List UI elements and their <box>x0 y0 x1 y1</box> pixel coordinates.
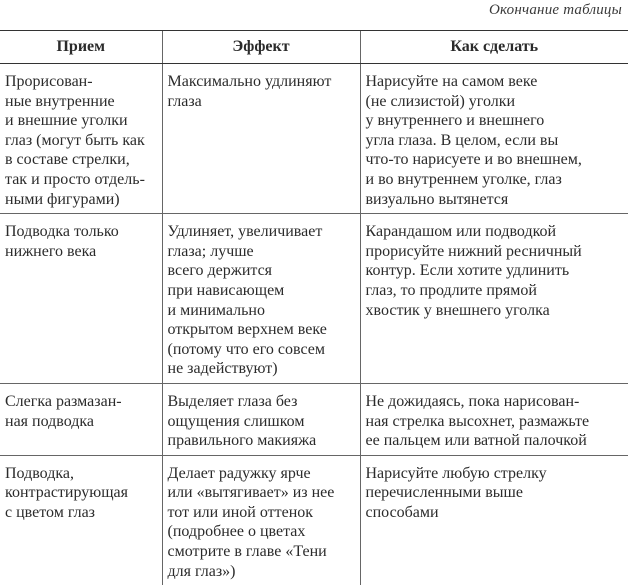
technique-cell <box>0 455 162 585</box>
cell-text-line: при нависающем <box>168 281 354 301</box>
table-continuation-caption: Окончание таблицы <box>489 2 622 19</box>
cell-text-line: для глаз») <box>168 562 354 582</box>
cell-text-line: (подробнее о цветах <box>168 522 354 542</box>
cell-text-line: Нарисуйте любую стрелку <box>366 464 623 484</box>
cell-text-line: Подводка, <box>5 464 156 484</box>
cell-text-line: способами <box>366 503 623 523</box>
cell-text-line: прорисуйте нижний ресничный <box>366 242 623 262</box>
header-effect: Эффект <box>162 31 360 64</box>
cell-text-line: и во внутреннем уголке, глаз <box>366 170 623 190</box>
howto-cell <box>360 214 628 384</box>
cell-text-line: перечисленными выше <box>366 483 623 503</box>
cell-text-line: и внешние уголки <box>5 111 156 131</box>
technique-cell <box>0 214 162 384</box>
effect-cell <box>162 383 360 455</box>
cell-text-line: ощущения слишком <box>168 412 354 432</box>
header-technique: Прием <box>0 31 162 64</box>
cell-text-line: правильного макияжа <box>168 431 354 451</box>
header-howto: Как сделать <box>360 31 628 64</box>
cell-text-line: Подводка только <box>5 222 156 242</box>
cell-text-line: нижнего века <box>5 242 156 262</box>
cell-text-line: Слегка размазан- <box>5 392 156 412</box>
cell-text-line: глаза <box>168 92 354 112</box>
cell-text-line: в составе стрелки, <box>5 150 156 170</box>
cell-text-line: ее пальцем или ватной палочкой <box>366 431 623 451</box>
cell-text-line: ная стрелка высохнет, размажьте <box>366 412 623 432</box>
cell-text-line: визуально вытянется <box>366 190 623 210</box>
technique-cell <box>0 383 162 455</box>
cell-text-line: ными фигурами) <box>5 190 156 210</box>
cell-text-line: хвостик у внешнего уголка <box>366 301 623 321</box>
cell-text-line: Выделяет глаза без <box>168 392 354 412</box>
cell-text-line: так и просто отдель- <box>5 170 156 190</box>
cell-text-line: у внутреннего и внешнего <box>366 111 623 131</box>
cell-text-line: глаз (могут быть как <box>5 131 156 151</box>
cell-text-line: контур. Если хотите удлинить <box>366 261 623 281</box>
cell-text-line: не задействуют) <box>168 359 354 379</box>
cell-text-line: ные внутренние <box>5 92 156 112</box>
cell-text-line: глаза; лучше <box>168 242 354 262</box>
cell-text-line: Карандашом или подводкой <box>366 222 623 242</box>
cell-text-line: или «вытягивает» из нее <box>168 483 354 503</box>
makeup-techniques-table <box>0 30 628 585</box>
cell-text-line: (потому что его совсем <box>168 340 354 360</box>
effect-cell <box>162 214 360 384</box>
cell-text-line: ная подводка <box>5 412 156 432</box>
table-row <box>0 455 628 585</box>
cell-text-line: Не дожидаясь, пока нарисован- <box>366 392 623 412</box>
table-row <box>0 64 628 214</box>
cell-text-line: Прорисован- <box>5 72 156 92</box>
table-body <box>0 64 628 585</box>
cell-text-line: Максимально удлиняют <box>168 72 354 92</box>
technique-cell <box>0 64 162 214</box>
cell-text-line: (не слизистой) уголки <box>366 92 623 112</box>
cell-text-line: угла глаза. В целом, если вы <box>366 131 623 151</box>
cell-text-line: и минимально <box>168 301 354 321</box>
cell-text-line: смотрите в главе «Тени <box>168 542 354 562</box>
effect-cell <box>162 64 360 214</box>
howto-cell <box>360 64 628 214</box>
cell-text-line: всего держится <box>168 261 354 281</box>
effect-cell <box>162 455 360 585</box>
cell-text-line: контрастирующая <box>5 483 156 503</box>
cell-text-line: открытом верхнем веке <box>168 320 354 340</box>
table-header-row <box>0 31 628 64</box>
table-row <box>0 214 628 384</box>
table-row <box>0 383 628 455</box>
cell-text-line: Удлиняет, увеличивает <box>168 222 354 242</box>
howto-cell <box>360 383 628 455</box>
howto-cell <box>360 455 628 585</box>
cell-text-line: Нарисуйте на самом веке <box>366 72 623 92</box>
cell-text-line: тот или иной оттенок <box>168 503 354 523</box>
cell-text-line: Делает радужку ярче <box>168 464 354 484</box>
cell-text-line: что-то нарисуете и во внешнем, <box>366 150 623 170</box>
cell-text-line: глаз, то продлите прямой <box>366 281 623 301</box>
cell-text-line: с цветом глаз <box>5 503 156 523</box>
